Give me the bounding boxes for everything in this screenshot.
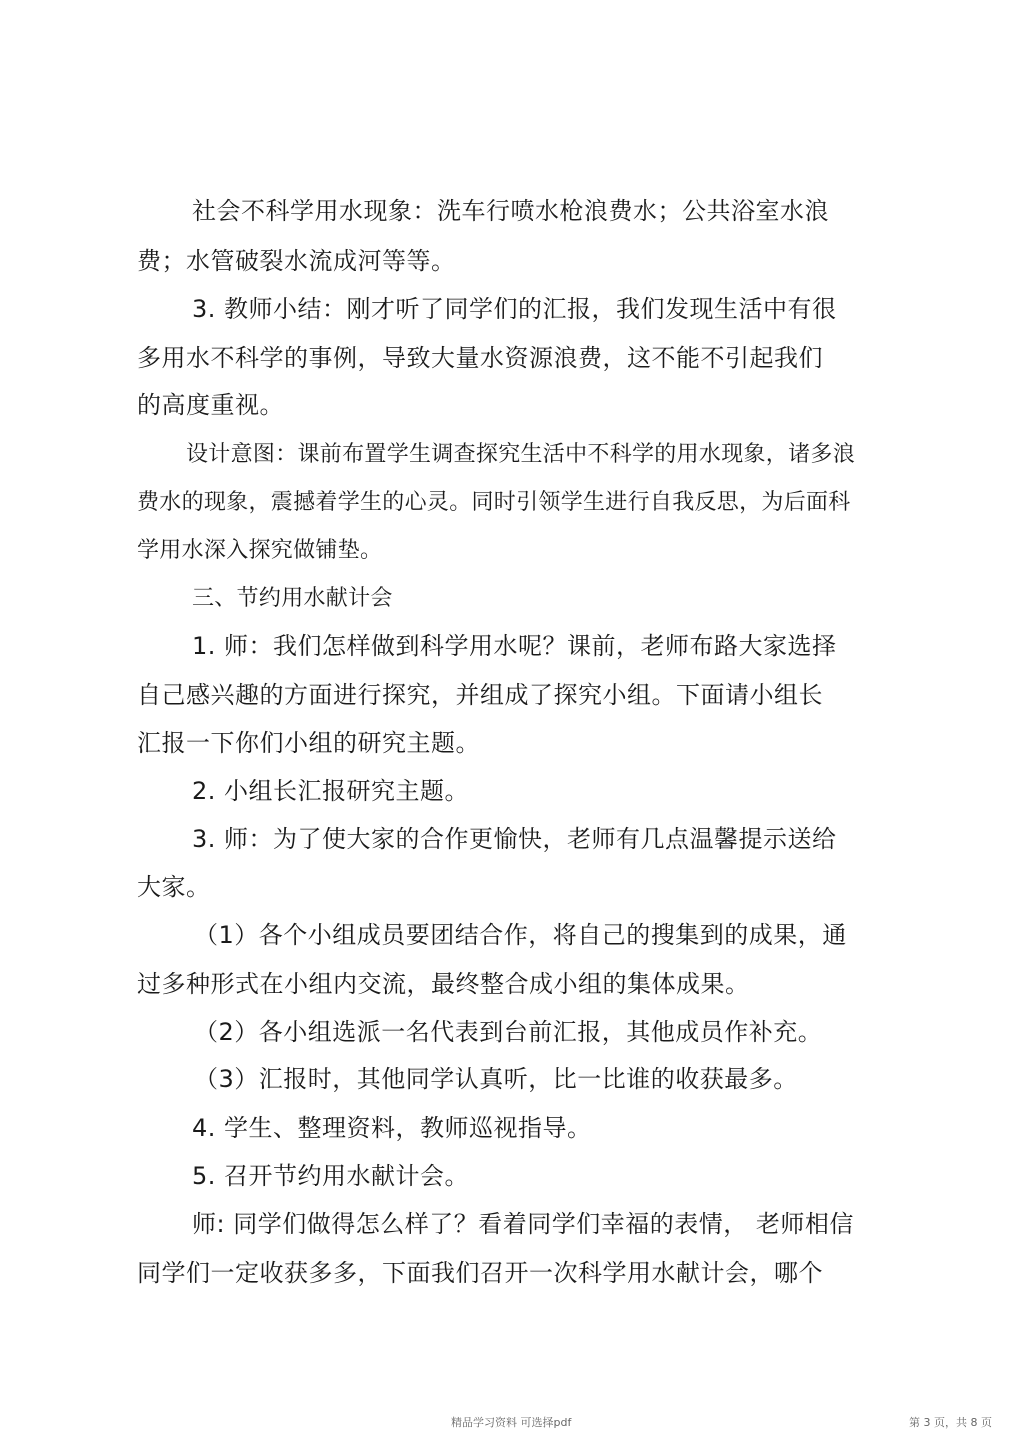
text-line: 5. 召开节约用水献计会。 xyxy=(192,1162,470,1190)
design-intent-line: 设计意图：课前布置学生调查探究生活中不科学的用水现象，诸多浪 xyxy=(186,442,856,467)
text-line: 的高度重视。 xyxy=(137,391,284,419)
text-line: 4. 学生、整理资料，教师巡视指导。 xyxy=(192,1114,592,1142)
page-number: 第 3 页，共 8 页 xyxy=(909,1416,992,1429)
text-line: 师: 同学们做得怎么样了？看着同学们幸福的表情， 老师相信 xyxy=(192,1210,854,1238)
text-line: 自己感兴趣的方面进行探究，并组成了探究小组。下面请小组长 xyxy=(137,681,823,709)
text-line: 1. 师：我们怎样做到科学用水呢？课前，老师布路大家选择 xyxy=(192,632,837,660)
text-line: 3. 教师小结：刚才听了同学们的汇报，我们发现生活中有很 xyxy=(192,295,837,323)
text-line: 费；水管破裂水流成河等等。 xyxy=(137,247,456,275)
section-heading: 三、节约用水献计会 xyxy=(192,586,393,611)
footer-watermark: 精品学习资料 可选择pdf xyxy=(451,1416,572,1429)
text-line: 2. 小组长汇报研究主题。 xyxy=(192,777,470,805)
text-line: （1）各个小组成员要团结合作，将自己的搜集到的成果，通 xyxy=(194,921,847,949)
text-line: （3）汇报时，其他同学认真听，比一比谁的收获最多。 xyxy=(194,1065,798,1093)
design-intent-line: 学用水深入探究做铺垫。 xyxy=(137,538,383,563)
text-line: 同学们一定收获多多，下面我们召开一次科学用水献计会，哪个 xyxy=(137,1259,823,1287)
text-line: 多用水不科学的事例，导致大量水资源浪费，这不能不引起我们 xyxy=(137,344,823,372)
text-line: 汇报一下你们小组的研究主题。 xyxy=(137,729,480,757)
text-line: 大家。 xyxy=(137,873,211,901)
text-line: 过多种形式在小组内交流，最终整合成小组的集体成果。 xyxy=(137,970,750,998)
text-line: （2）各小组选派一名代表到台前汇报，其他成员作补充。 xyxy=(194,1018,823,1046)
design-intent-line: 费水的现象，震撼着学生的心灵。同时引领学生进行自我反思，为后面科 xyxy=(137,490,851,515)
text-line: 3. 师：为了使大家的合作更愉快，老师有几点温馨提示送给 xyxy=(192,825,837,853)
text-line: 社会不科学用水现象：洗车行喷水枪浪费水；公共浴室水浪 xyxy=(192,197,829,225)
